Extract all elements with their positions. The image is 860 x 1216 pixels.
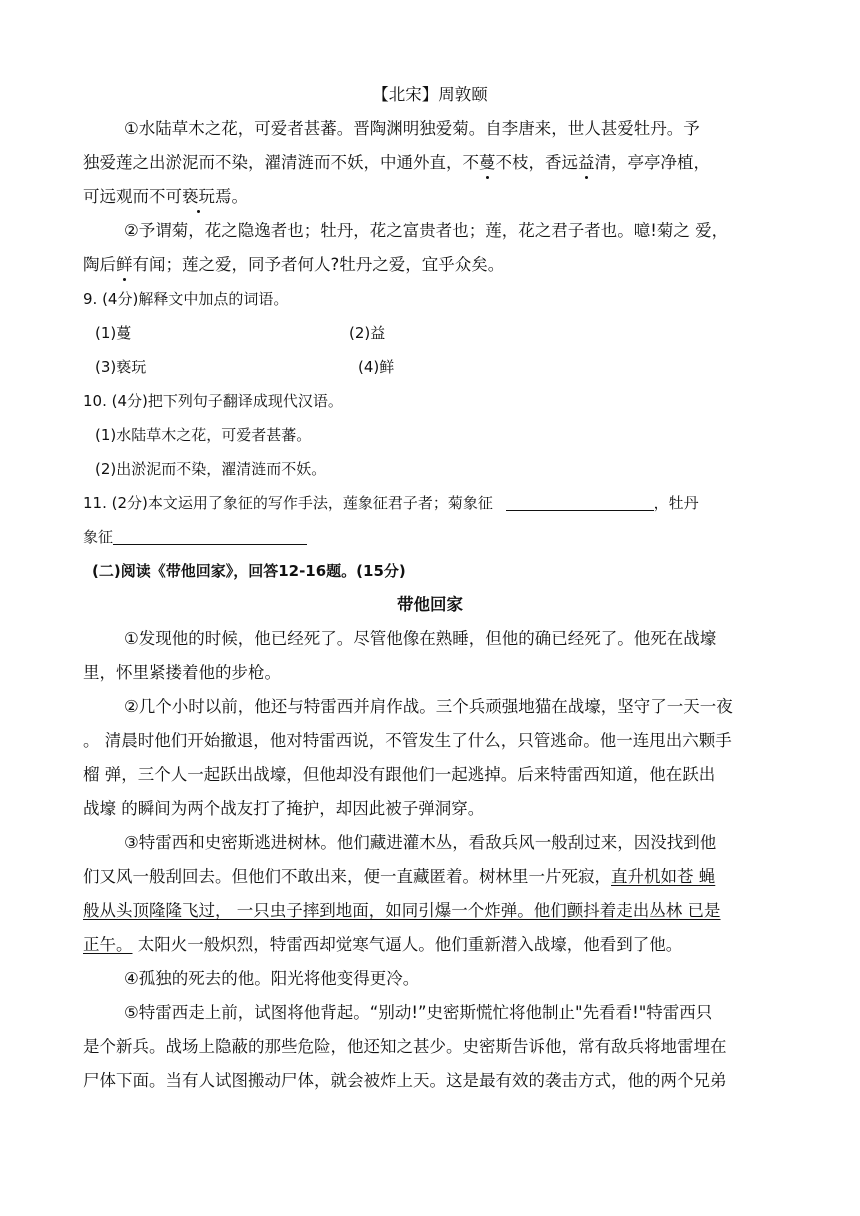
dotted-word-yi: 益: [578, 153, 595, 172]
question-9-item-3: (3)亵玩: [95, 358, 147, 376]
story-para-3-line-3-underlined: 般从头顶隆隆飞过， 一只虫子摔到地面，如同引爆一个炸弹。他们颤抖着走出丛林 已是: [83, 901, 721, 920]
story-para-1-line-2: 里，怀里紧搂着他的步枪。: [83, 663, 281, 682]
story-para-5-line-3: 尸体下面。当有人试图搬动尸体，就会被炸上天。这是最有效的袭击方式，他的两个兄弟: [83, 1071, 727, 1090]
poem-para-2-line-1: ②予谓菊，花之隐逸者也；牡丹，花之富贵者也；莲，花之君子者也。噫!菊之 爱，: [124, 221, 729, 240]
story-para-3-line-1: ③特雷西和史密斯逃进树林。他们藏进灌木丛，看敌兵风一般刮过来，因没找到他: [124, 833, 717, 852]
story-para-3-line-2: 们又风一般刮回去。但他们不敢出来，便一直藏匿着。树林里一片死寂，直升机如苍 蝇: [83, 867, 716, 886]
answer-blank-ju[interactable]: [506, 494, 654, 511]
question-9-item-2: (2)益: [349, 324, 386, 342]
poem-para-1-line-3: 可远观而不可亵玩焉。: [83, 187, 248, 206]
story-para-1-line-1: ①发现他的时候，他已经死了。尽管他像在熟睡，但他的确已经死了。他死在战壕: [124, 629, 717, 648]
story-para-2-line-3: 榴 弹，三个人一起跃出战壕，但他却没有跟他们一起逃掉。后来特雷西知道，他在跃出: [83, 765, 716, 784]
story-para-4-line-1: ④孤独的死去的他。阳光将他变得更冷。: [124, 969, 420, 988]
underlined-sentence-end: 正午。: [83, 935, 133, 954]
poem-para-2-line-2: 陶后鲜有闻；莲之爱，同予者何人?牡丹之爱，宜乎众矣。: [83, 255, 505, 274]
question-9-item-1: (1)蔓: [95, 324, 132, 342]
underlined-sentence-start: 直升机如苍 蝇: [611, 867, 716, 886]
question-9-item-4: (4)鲜: [358, 358, 395, 376]
story-para-3-line-4: 正午。 太阳火一般炽烈，特雷西却觉寒气逼人。他们重新潜入战壕，他看到了他。: [83, 935, 683, 954]
question-11-line-1: 11. (2分)本文运用了象征的写作手法，莲象征君子者；菊象征 ，牡丹: [83, 494, 699, 512]
poem-para-1-line-1: ①水陆草木之花，可爱者甚蕃。晋陶渊明独爱菊。自李唐来，世人甚爱牡丹。予: [124, 119, 700, 138]
story-para-5-line-1: ⑤特雷西走上前，试图将他背起。“别动!”史密斯慌忙将他制止"先看看!"特雷西只: [124, 1003, 713, 1022]
question-10-item-1: (1)水陆草木之花，可爱者甚蕃。: [95, 426, 312, 444]
answer-blank-mudan[interactable]: [113, 528, 307, 545]
story-title: 带他回家: [397, 595, 463, 614]
question-9: 9. (4分)解释文中加点的词语。: [83, 290, 289, 308]
question-10-item-2: (2)出淤泥而不染，濯清涟而不妖。: [95, 460, 327, 478]
story-para-2-line-2: 。 清晨时他们开始撤退，他对特雷西说，不管发生了什么，只管逃命。他一连甩出六颗手: [83, 731, 732, 750]
dotted-word-man: 蔓: [479, 153, 496, 172]
poem-author: 【北宋】周敦颐: [372, 85, 488, 104]
question-11-line-2: 象征: [83, 526, 307, 548]
story-para-2-line-1: ②几个小时以前，他还与特雷西并肩作战。三个兵顽强地猫在战壕，坚守了一天一夜: [124, 697, 733, 716]
story-para-2-line-4: 战壕 的瞬间为两个战友打了掩护，却因此被子弹洞穿。: [83, 799, 485, 818]
poem-para-1-line-2: 独爱莲之出淤泥而不染，濯清涟而不妖，中通外直，不蔓不枝，香远益清，亭亭净植，: [83, 153, 710, 172]
section-2-heading: (二)阅读《带他回家》，回答12-16题。(15分): [92, 562, 406, 580]
question-10: 10. (4分)把下列句子翻译成现代汉语。: [83, 392, 343, 410]
dotted-word-xian: 鲜: [116, 255, 133, 274]
story-para-5-line-2: 是个新兵。战场上隐蔽的那些危险，他还知之甚少。史密斯告诉他，常有敌兵将地雷埋在: [83, 1037, 727, 1056]
dotted-word-xiewan: 亵玩: [182, 187, 215, 206]
